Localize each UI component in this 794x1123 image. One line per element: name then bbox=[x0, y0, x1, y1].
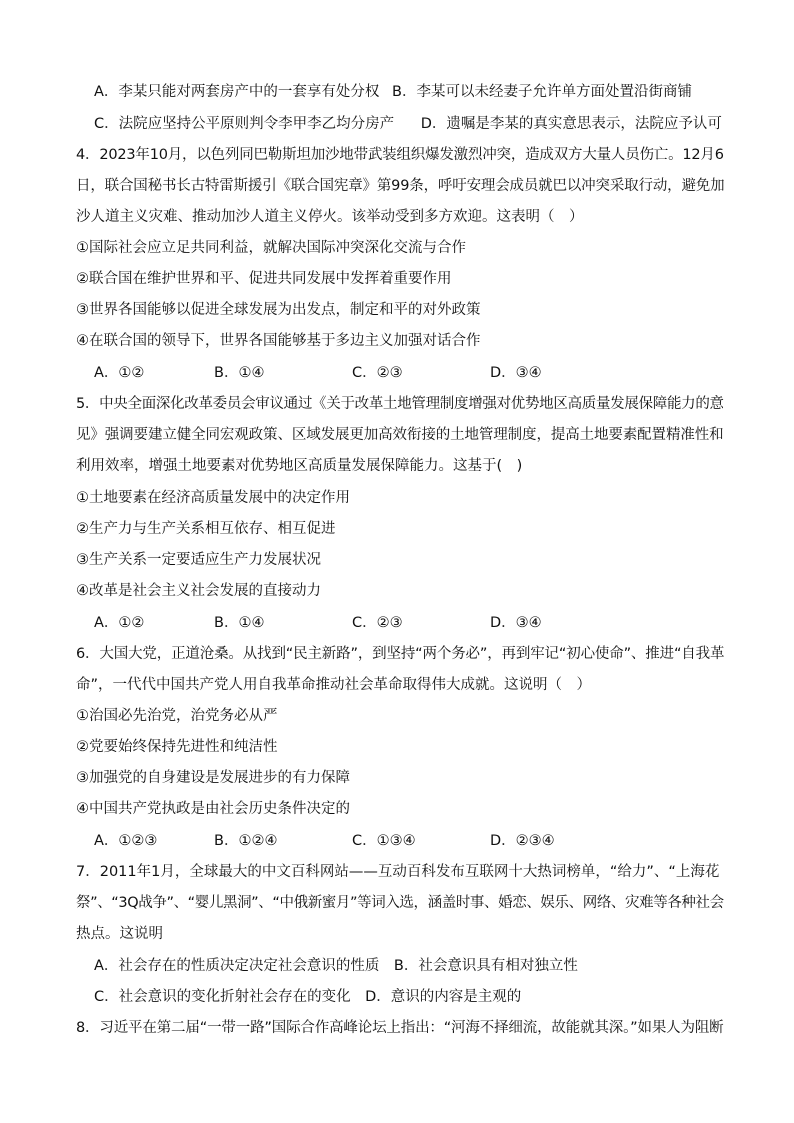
q6-options bbox=[94, 831, 694, 851]
q4-options bbox=[94, 363, 694, 383]
q7-stem-line-2: 祭”、“3Q战争”、“婴儿黑洞”、“中俄新蜜月”等词入选，涵盖时事、婚恋、娱乐、网络、灾难等各种社会 bbox=[76, 895, 724, 911]
option-a: A．李某只能对两套房产中的一套享有处分权 bbox=[94, 84, 380, 100]
q5-stem-line-3: 利用效率，增强土地要素对优势地区高质量发展保障能力。这基于( ) bbox=[76, 458, 523, 474]
q6-item-2: ②党要始终保持先进性和纯洁性 bbox=[76, 739, 278, 755]
q5-item-4: ④改革是社会主义社会发展的直接动力 bbox=[76, 583, 321, 599]
option-b: B．李某可以未经妻子允许单方面处置沿街商铺 bbox=[392, 84, 692, 100]
q6-item-4: ④中国共产党执政是由社会历史条件决定的 bbox=[76, 801, 350, 817]
q6-stem-line-1: 6．大国大党，正道沧桑。从找到“民主新路”，到坚持“两个务必”，再到牢记“初心使命”、推进“自我革 bbox=[76, 646, 725, 662]
prev-option-cd bbox=[94, 114, 722, 134]
prev-option-ab bbox=[94, 82, 692, 102]
q5-item-1: ①土地要素在经济高质量发展中的决定作用 bbox=[76, 490, 350, 506]
option-c: C．②③ bbox=[352, 365, 403, 381]
option-a: A．①② bbox=[94, 615, 145, 631]
q7-options-line-2: C．社会意识的变化折射社会存在的变化 D．意识的内容是主观的 bbox=[94, 989, 522, 1005]
option-c: C．②③ bbox=[352, 615, 403, 631]
q4-stem-line-3: 沙人道主义灾难、推动加沙人道主义停火。该举动受到多方欢迎。这表明（ ） bbox=[76, 209, 584, 225]
option-d: D．②③④ bbox=[490, 833, 555, 849]
q5-item-2: ②生产力与生产关系相互依存、相互促进 bbox=[76, 521, 336, 537]
q6-item-3: ③加强党的自身建设是发展进步的有力保障 bbox=[76, 770, 350, 786]
q4-stem-line-2: 日，联合国秘书长古特雷斯援引《联合国宪章》第99条，呼吁安理会成员就巴以冲突采取行动，避免加 bbox=[76, 178, 725, 194]
option-d: D．③④ bbox=[490, 365, 542, 381]
option-b: B．①④ bbox=[214, 365, 265, 381]
q5-options bbox=[94, 613, 694, 633]
q4-item-4: ④在联合国的领导下，世界各国能够基于多边主义加强对话合作 bbox=[76, 333, 481, 349]
option-a: A．①②③ bbox=[94, 833, 158, 849]
q7-options-line-1: A．社会存在的性质决定决定社会意识的性质 B．社会意识具有相对独立性 bbox=[94, 958, 578, 974]
q6-stem-line-2: 命”，一代代中国共产党人用自我革命推动社会革命取得伟大成就。这说明（ ） bbox=[76, 677, 592, 693]
q8-stem-line-1: 8．习近平在第二届“一带一路”国际合作高峰论坛上指出：“河海不择细流，故能就其深。”如果人为阻断 bbox=[76, 1020, 724, 1036]
option-d: D．③④ bbox=[490, 615, 542, 631]
q4-item-2: ②联合国在维护世界和平、促进共同发展中发挥着重要作用 bbox=[76, 271, 452, 287]
q5-stem-line-2: 见》强调要建立健全同宏观政策、区域发展更加高效衔接的土地管理制度，提高土地要素配置精准性和 bbox=[76, 427, 724, 443]
option-d: D．遗嘱是李某的真实意思表示，法院应予认可 bbox=[420, 116, 722, 132]
option-a: A．①② bbox=[94, 365, 145, 381]
q4-item-1: ①国际社会应立足共同利益，就解决国际冲突深化交流与合作 bbox=[76, 240, 466, 256]
q4-stem-line-1: 4．2023年10月，以色列同巴勒斯坦加沙地带武装组织爆发激烈冲突，造成双方大量人员伤亡。12月6 bbox=[76, 147, 724, 163]
q6-item-1: ①治国必先治党，治党务必从严 bbox=[76, 708, 278, 724]
q7-stem-line-3: 热点。这说明 bbox=[76, 926, 163, 942]
q5-item-3: ③生产关系一定要适应生产力发展状况 bbox=[76, 552, 321, 568]
option-c: C．法院应坚持公平原则判令李甲李乙均分房产 bbox=[94, 116, 395, 132]
q7-stem-line-1: 7．2011年1月，全球最大的中文百科网站——互动百科发布互联网十大热词榜单，“给力”、“上海花 bbox=[76, 864, 720, 880]
q5-stem-line-1: 5．中央全面深化改革委员会审议通过《关于改革土地管理制度增强对优势地区高质量发展保障能力的意 bbox=[76, 396, 724, 412]
option-c: C．①③④ bbox=[352, 833, 416, 849]
q4-item-3: ③世界各国能够以促进全球发展为出发点，制定和平的对外政策 bbox=[76, 302, 481, 318]
option-b: B．①②④ bbox=[214, 833, 278, 849]
option-b: B．①④ bbox=[214, 615, 265, 631]
